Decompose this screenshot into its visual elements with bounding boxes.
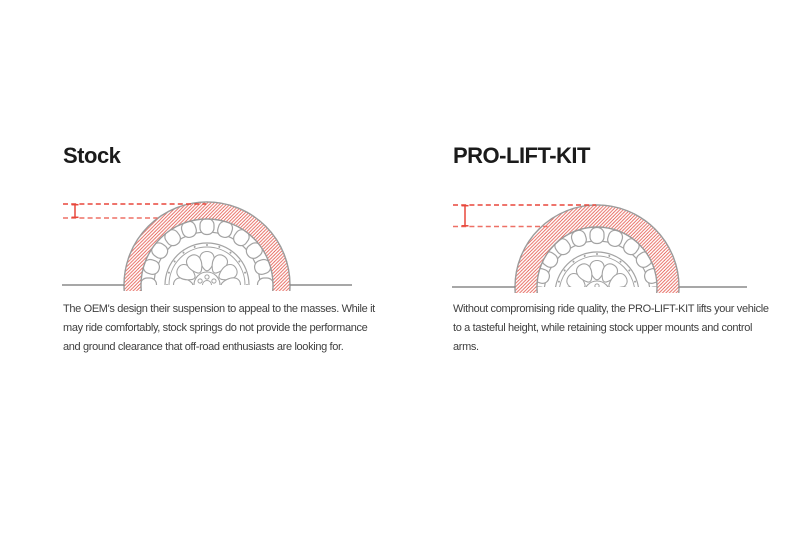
stock-description-line: and ground clearance that off-road enthusiasts are looking for. (63, 341, 344, 353)
pro-lift-kit-description (453, 300, 769, 357)
pro-lift-kit-description-line: to a tasteful height, while retaining stock upper mounts and control (453, 322, 753, 334)
pro-lift-kit-lift-dimension-indicator (462, 206, 469, 226)
stock-description-line: may ride comfortably, stock springs do not provide the performance (63, 322, 368, 334)
stock-description (63, 300, 375, 357)
stock-heading: Stock (63, 143, 121, 168)
pro-lift-kit-heading: PRO-LIFT-KIT (453, 143, 590, 168)
pro-lift-kit-description-line: Without compromising ride quality, the PRO-LIFT-KIT lifts your vehicle (453, 303, 769, 315)
pro-lift-kit-description-line: arms. (453, 341, 479, 353)
stock-lift-dimension-indicator (72, 205, 79, 218)
stock-description-line: The OEM's design their suspension to appeal to the masses. While it (63, 303, 375, 315)
